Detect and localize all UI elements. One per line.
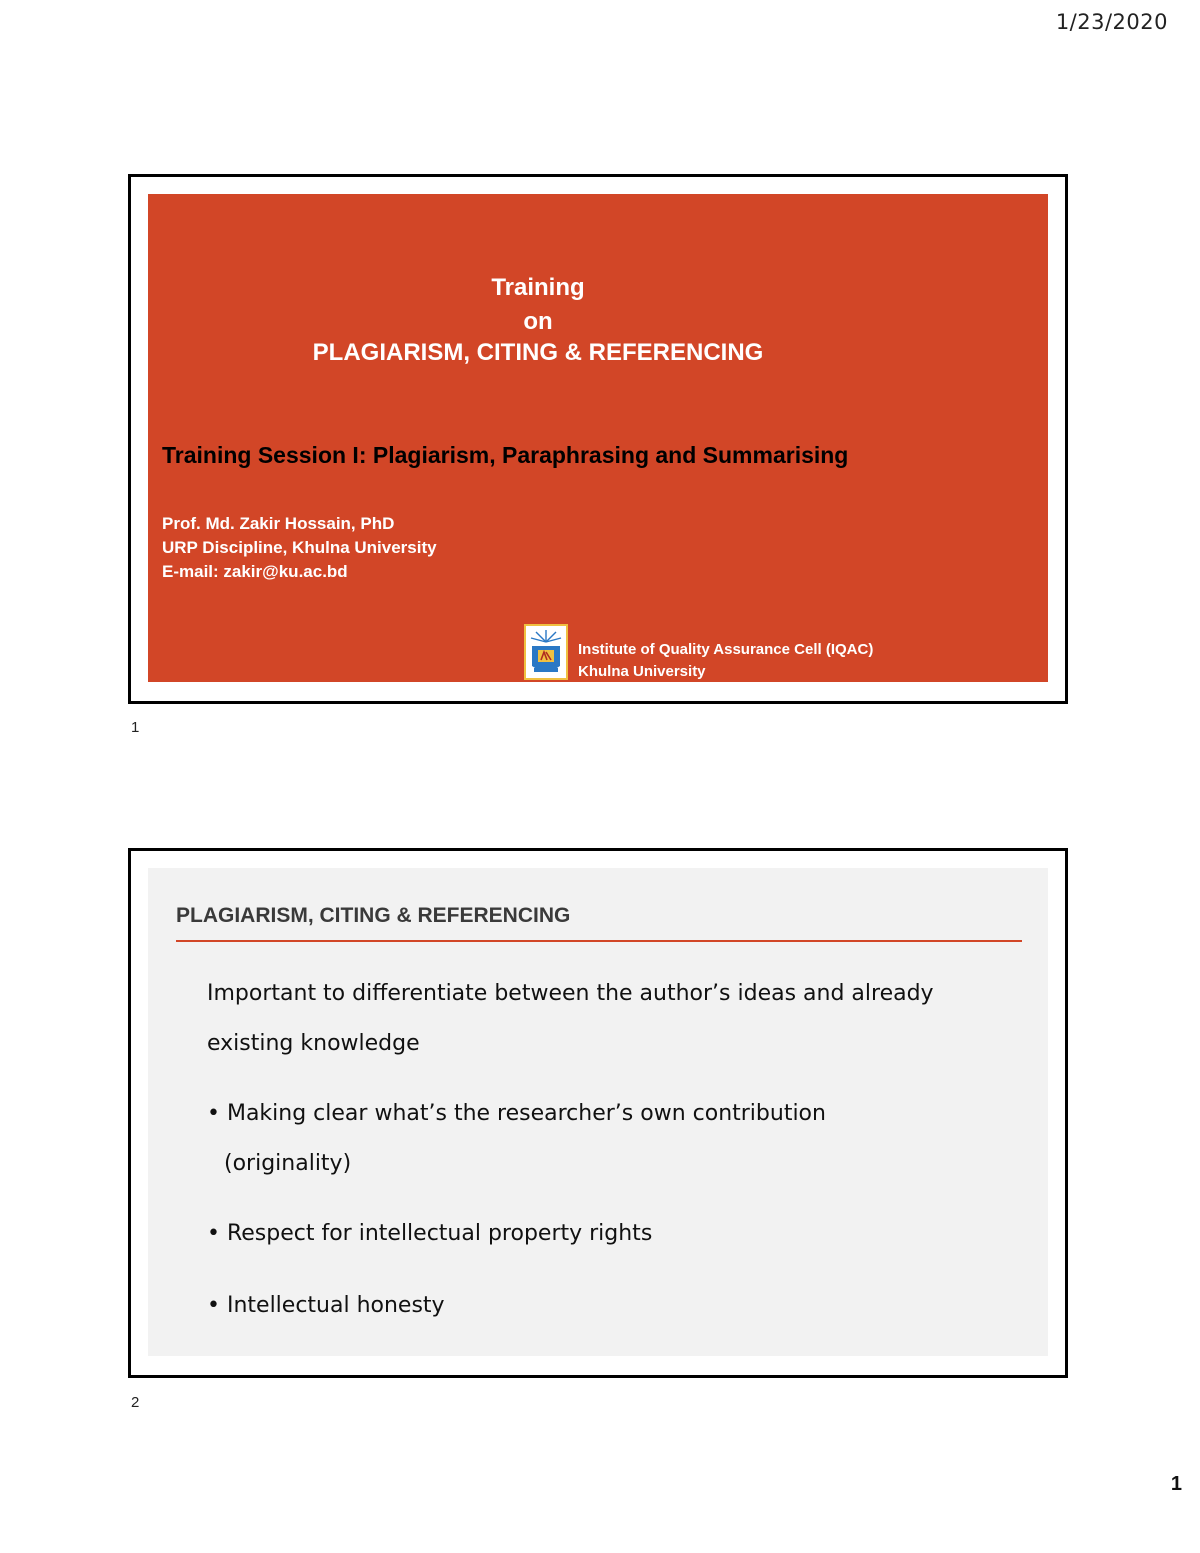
bullet-1-line-1: • Making clear what’s the researcher’s own contribution [207,1101,826,1126]
institute-name: Institute of Quality Assurance Cell (IQAC) [578,641,874,658]
author-email: E-mail: zakir@ku.ac.bd [162,562,348,581]
slide-2-content [148,868,1048,1356]
bullet-2: • Respect for intellectual property rights [207,1221,653,1246]
slide-1-number: 1 [131,719,140,736]
university-logo-icon [524,624,568,680]
slide-2-title: PLAGIARISM, CITING & REFERENCING [176,904,571,927]
slide-1-title-line-1: Training [491,274,585,301]
bullet-1-line-2: (originality) [224,1151,352,1176]
page-number: 1 [1170,1473,1182,1495]
intro-line-1: Important to differentiate between the author’s ideas and already [207,981,934,1006]
page-date: 1/23/2020 [1055,10,1168,34]
author-department: URP Discipline, Khulna University [162,538,437,557]
slide-1 [128,174,1068,704]
author-name: Prof. Md. Zakir Hossain, PhD [162,514,395,533]
title-divider [176,940,1022,942]
slide-1-title-line-2: on [523,308,553,335]
session-title: Training Session I: Plagiarism, Paraphrasing and Summarising [162,442,849,468]
institute-university: Khulna University [578,663,706,680]
bullet-3: • Intellectual honesty [207,1293,445,1318]
intro-line-2: existing knowledge [207,1031,420,1056]
slide-1-content [148,194,1048,682]
slide-1-title-line-3: PLAGIARISM, CITING & REFERENCING [312,339,764,366]
slide-2 [128,848,1068,1378]
slide-2-number: 2 [131,1394,140,1411]
